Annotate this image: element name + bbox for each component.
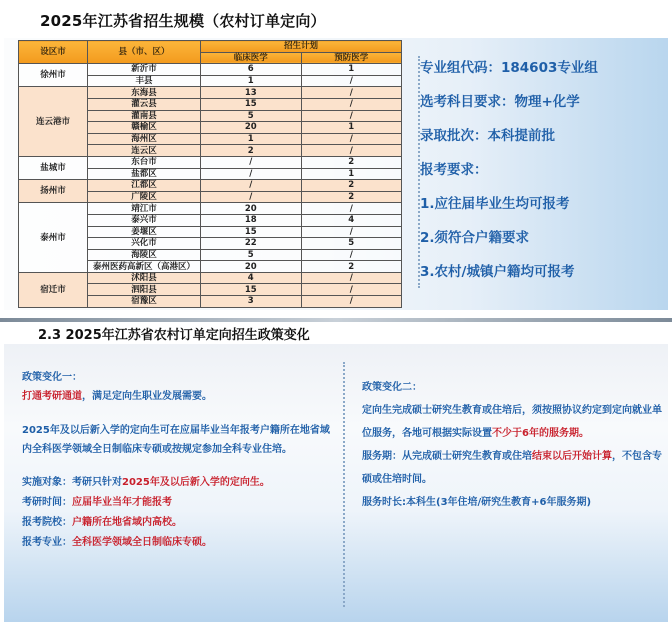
city-cell: 泰州市 bbox=[19, 203, 88, 273]
highlight-text: 户籍所在地省域内高校。 bbox=[72, 517, 182, 528]
policy-paragraph: 2025年及以后新入学的定向生可在应届毕业当年报考户籍所在地省域内全科医学领域全日制临床专硕或按规定参加全科专业住培。 bbox=[22, 425, 330, 455]
clinical-cell: 22 bbox=[201, 238, 302, 250]
clinical-cell: 4 bbox=[201, 272, 302, 284]
preventive-cell: / bbox=[301, 98, 402, 110]
header-clinical: 临床医学 bbox=[201, 52, 302, 64]
item-label: 报考专业： bbox=[22, 537, 72, 548]
clinical-cell: 15 bbox=[201, 226, 302, 238]
preventive-cell: 2 bbox=[301, 180, 402, 192]
preventive-cell: / bbox=[301, 110, 402, 122]
policy-item bbox=[22, 513, 332, 533]
preventive-cell: 2 bbox=[301, 156, 402, 168]
highlight-text: 应届毕业当年才能报考 bbox=[72, 497, 172, 508]
table-row bbox=[19, 203, 402, 215]
info-line: 选考科目要求：物理+化学 bbox=[420, 94, 580, 110]
body-text: 服务期：从完成硕士研究生教育或住培 bbox=[362, 451, 532, 462]
city-cell: 连云港市 bbox=[19, 87, 88, 157]
preventive-cell: 5 bbox=[301, 238, 402, 250]
county-cell: 盐都区 bbox=[88, 168, 201, 180]
clinical-cell: 5 bbox=[201, 249, 302, 261]
preventive-cell: 1 bbox=[301, 168, 402, 180]
county-cell: 姜堰区 bbox=[88, 226, 201, 238]
clinical-cell: 13 bbox=[201, 87, 302, 99]
clinical-cell: / bbox=[201, 191, 302, 203]
preventive-cell: / bbox=[301, 87, 402, 99]
preventive-cell: / bbox=[301, 249, 402, 261]
policy-item bbox=[22, 493, 332, 513]
preventive-cell: / bbox=[301, 226, 402, 238]
enrollment-title: 2025年江苏省招生规模（农村订单定向） bbox=[40, 12, 326, 30]
body-text: ，不包含专硕或住培时间。 bbox=[362, 451, 662, 485]
preventive-cell: / bbox=[301, 145, 402, 157]
item-label: 报考院校： bbox=[22, 517, 72, 528]
preventive-cell: / bbox=[301, 296, 402, 308]
county-cell: 海陵区 bbox=[88, 249, 201, 261]
clinical-cell: 20 bbox=[201, 122, 302, 134]
info-line: 2.须符合户籍要求 bbox=[420, 230, 530, 246]
preventive-cell: / bbox=[301, 133, 402, 145]
county-cell: 江都区 bbox=[88, 180, 201, 192]
county-cell: 丰县 bbox=[88, 75, 201, 87]
enrollment-table bbox=[18, 40, 402, 308]
table-row bbox=[19, 272, 402, 284]
preventive-cell: 1 bbox=[301, 64, 402, 76]
county-cell: 沭阳县 bbox=[88, 272, 201, 284]
info-line: 录取批次：本科提前批 bbox=[420, 128, 555, 144]
preventive-cell: 2 bbox=[301, 191, 402, 203]
preventive-cell: / bbox=[301, 75, 402, 87]
table-row bbox=[19, 180, 402, 192]
city-cell: 扬州市 bbox=[19, 180, 88, 203]
city-cell: 盐城市 bbox=[19, 156, 88, 179]
clinical-cell: / bbox=[201, 180, 302, 192]
county-cell: 兴化市 bbox=[88, 238, 201, 250]
clinical-cell: 5 bbox=[201, 110, 302, 122]
header-city: 设区市 bbox=[19, 41, 88, 64]
header-plan: 招生计划 bbox=[201, 41, 402, 53]
clinical-cell: 20 bbox=[201, 261, 302, 273]
header-county: 县（市、区） bbox=[88, 41, 201, 64]
preventive-cell: / bbox=[301, 284, 402, 296]
dotted-divider bbox=[343, 362, 345, 607]
preventive-cell: 1 bbox=[301, 122, 402, 134]
clinical-cell: 15 bbox=[201, 284, 302, 296]
policy-heading: 政策变化二： bbox=[362, 382, 422, 393]
highlight-text: 全科医学领域全日制临床专硕。 bbox=[72, 537, 212, 548]
clinical-cell: / bbox=[201, 168, 302, 180]
clinical-cell: 15 bbox=[201, 98, 302, 110]
county-cell: 东台市 bbox=[88, 156, 201, 168]
county-cell: 泰州医药高新区（高港区） bbox=[88, 261, 201, 273]
clinical-cell: / bbox=[201, 156, 302, 168]
county-cell: 海州区 bbox=[88, 133, 201, 145]
clinical-cell: 1 bbox=[201, 133, 302, 145]
county-cell: 连云区 bbox=[88, 145, 201, 157]
policy-title: 2.3 2025年江苏省农村订单定向招生政策变化 bbox=[38, 328, 310, 343]
body-text: 考研只针对 bbox=[72, 477, 122, 488]
policy-change-two bbox=[362, 376, 662, 514]
table-row bbox=[19, 156, 402, 168]
highlight-text: 2025年及以后新入学的定向生。 bbox=[122, 477, 270, 488]
county-cell: 东海县 bbox=[88, 87, 201, 99]
table-row bbox=[19, 64, 402, 76]
county-cell: 灌南县 bbox=[88, 110, 201, 122]
county-cell: 靖江市 bbox=[88, 203, 201, 215]
clinical-cell: 20 bbox=[201, 203, 302, 215]
county-cell: 广陵区 bbox=[88, 191, 201, 203]
city-cell: 宿迁市 bbox=[19, 272, 88, 307]
preventive-cell: / bbox=[301, 272, 402, 284]
county-cell: 泗阳县 bbox=[88, 284, 201, 296]
info-line: 3.农村/城镇户籍均可报考 bbox=[420, 264, 575, 280]
section-divider bbox=[0, 318, 672, 322]
preventive-cell: / bbox=[301, 203, 402, 215]
policy-item bbox=[22, 533, 332, 553]
table-row bbox=[19, 87, 402, 99]
item-label: 考研时间： bbox=[22, 497, 72, 508]
info-line: 1.应往届毕业生均可报考 bbox=[420, 196, 570, 212]
county-cell: 宿豫区 bbox=[88, 296, 201, 308]
county-cell: 灌云县 bbox=[88, 98, 201, 110]
county-cell: 新沂市 bbox=[88, 64, 201, 76]
clinical-cell: 18 bbox=[201, 214, 302, 226]
policy-item bbox=[22, 473, 332, 493]
city-cell: 徐州市 bbox=[19, 64, 88, 87]
preventive-cell: 4 bbox=[301, 214, 402, 226]
preventive-cell: 2 bbox=[301, 261, 402, 273]
highlight-text: 不少于6年的服务期。 bbox=[492, 428, 589, 439]
county-cell: 泰兴市 bbox=[88, 214, 201, 226]
info-line: 报考要求： bbox=[420, 162, 488, 178]
service-duration: 服务时长:本科生(3年住培/研究生教育+6年服务期) bbox=[362, 497, 592, 508]
clinical-cell: 2 bbox=[201, 145, 302, 157]
policy-change-one bbox=[22, 368, 332, 553]
county-cell: 赣榆区 bbox=[88, 122, 201, 134]
body-text: 定向生完成硕士研究生教育或住培后，须按照协议约定到定向就业单位服务，各地可根据实际设置 bbox=[362, 405, 662, 439]
clinical-cell: 3 bbox=[201, 296, 302, 308]
info-line: 专业组代码：184603专业组 bbox=[420, 60, 598, 76]
clinical-cell: 6 bbox=[201, 64, 302, 76]
clinical-cell: 1 bbox=[201, 75, 302, 87]
program-info bbox=[420, 58, 598, 296]
header-preventive: 预防医学 bbox=[301, 52, 402, 64]
highlight-text: 打通考研通道 bbox=[22, 391, 82, 402]
body-text: ，满足定向生职业发展需要。 bbox=[82, 391, 212, 402]
policy-heading: 政策变化一： bbox=[22, 372, 82, 383]
highlight-text: 结束以后开始计算 bbox=[532, 451, 612, 462]
item-label: 实施对象： bbox=[22, 477, 72, 488]
